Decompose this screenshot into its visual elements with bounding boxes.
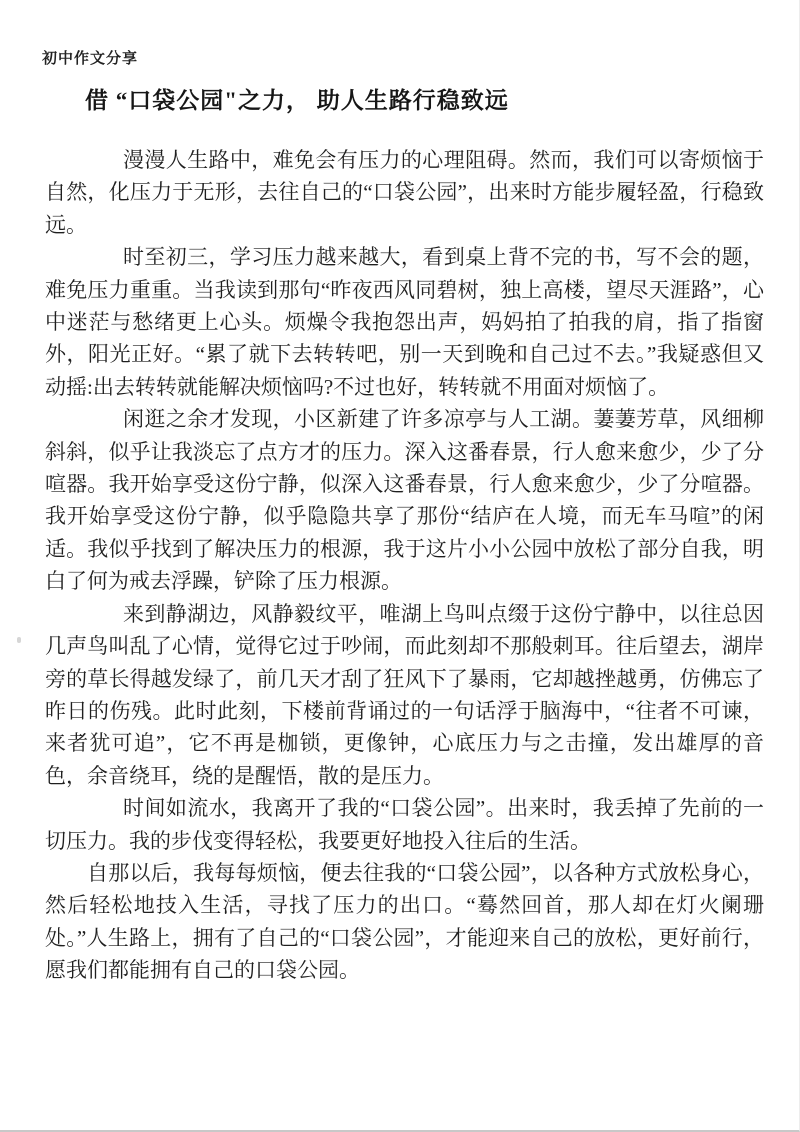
essay-paragraph-4: 来到静湖边，风静毅纹平，唯湖上鸟叫点缀于这份宁静中，以往总因几声鸟叫乱了心情，觉得它过于吵闹，而此刻却不那般刺耳。往后望去，湖岸旁的草长得越发绿了，前几天才刮了狂风下了暴雨，它却越挫越勇，仿佛忘了昨日的伤残。此时此刻，下楼前背诵过的一句话浮于脑海中，“往者不可谏，来者犹可追”，它不再是枷锁，更像钟，心底压力与之击撞，发出雄厚的音色，余音绕耳，绕的是醒悟，散的是压力。 xyxy=(45,601,764,788)
header-label: 初中作文分享 xyxy=(42,51,139,67)
essay-paragraph-2: 时至初三，学习压力越来越大，看到桌上背不完的书，写不会的题，难免压力重重。当我读到那句“昨夜西风同碧树，独上高楼，望尽天涯路”，心中迷茫与愁绪更上心头。烦燥令我抱怨出声，妈妈拍了拍我的肩，指了指窗外，阳光正好。“累了就下去转转吧，别一天到晚和自己过不去。”我疑惑但又动摇:出去转转就能解决烦恼吗?不过也好，转转就不用面对烦恼了。 xyxy=(45,245,764,399)
essay-paragraph-1: 漫漫人生路中，难免会有压力的心理阻碍。然而，我们可以寄烦恼于自然，化压力于无形，去往自己的“口袋公园”，出来时方能步履轻盈，行稳致远。 xyxy=(45,148,764,237)
essay-paragraph-6: 自那以后，我每每烦恼，便去往我的“口袋公园”，以各种方式放松身心，然后轻松地技入生活，寻找了压力的出口。“蓦然回首，那人却在灯火阑珊处。”人生路上，拥有了自己的“口袋公园”，才能迎来自己的放松，更好前行，愿我们都能拥有自己的口袋公园。 xyxy=(45,860,764,983)
essay-title: 借 “口袋公园"之力， 助人生路行稳致远 xyxy=(85,88,509,113)
scan-speck-artifact xyxy=(17,637,21,643)
essay-body xyxy=(45,144,764,987)
essay-paragraph-5: 时间如流水，我离开了我的“口袋公园”。出来时，我丢掉了先前的一切压力。我的步伐变得轻松，我要更好地投入往后的生活。 xyxy=(45,796,764,853)
essay-paragraph-3: 闲逛之余才发现，小区新建了许多凉亭与人工湖。萋萋芳草，风细柳斜斜，似乎让我淡忘了点方才的压力。深入这番春景，行人愈来愈少，少了分喧器。我开始享受这份宁静，似深入这番春景，行人愈来愈少，少了分喧器。我开始享受这份宁静，似乎隐隐共享了那份“结庐在人境，而无车马喧”的闲适。我似乎找到了解决压力的根源，我于这片小小公园中放松了部分自我，明白了何为戒去浮躁，铲除了压力根源。 xyxy=(45,407,764,594)
